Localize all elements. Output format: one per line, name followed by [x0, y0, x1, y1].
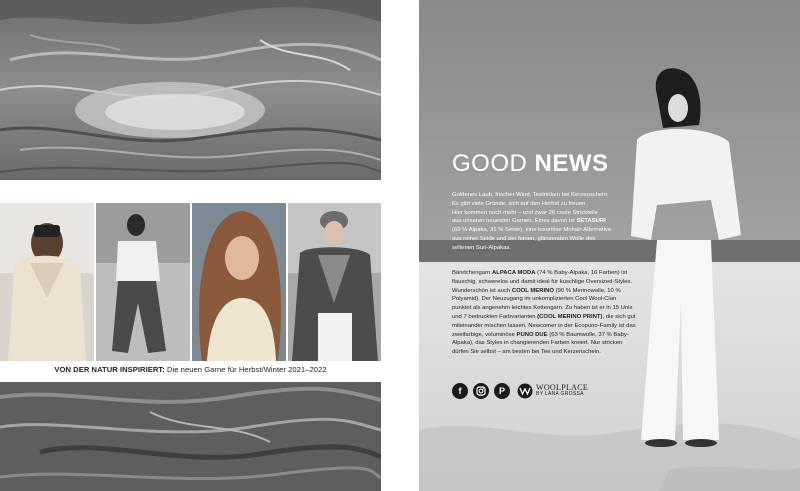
body-text: (74 % Baby-Alpaka, 16 Farben) ist flauschig, schwerelos und damit ideal für kuschlige Oversized-Styles. Wunderschön ist auch: [452, 270, 633, 294]
intro-line: seltenen Suri-Alpakas.: [452, 244, 511, 251]
body-text: , die sich gut miteinander mischen lassen. Newcomer in der Ecopuno-Family ist das zweifarbige, voluminöse: [452, 313, 636, 338]
headline-light: GOOD: [452, 150, 535, 177]
instagram-icon[interactable]: [473, 383, 489, 399]
caption-bold: VON DER NATUR INSPIRIERT:: [54, 365, 165, 374]
left-page: [0, 0, 381, 491]
body-bold: (COOL MERINO PRINT): [537, 313, 603, 320]
sand-texture-photo-top: [0, 0, 381, 180]
headline: [452, 150, 609, 178]
intro-line: (69 % Alpaka, 31 % Seide), eine luxuriöse Mohair-Alternative: [452, 227, 612, 234]
photo-woman-with-camera: [0, 203, 94, 361]
body-text: (90 % Merinowolle, 10 % Polyamid). Der Neuzugang im unkomplizierten Cool Wool-Clan punktet als angenehm leichtes Kettengarn. Zu haben ist er in 15 Unis und 7 bedruckten Farbvarianten: [452, 287, 633, 320]
pinterest-icon[interactable]: P: [494, 383, 510, 399]
woolplace-logo-link[interactable]: [517, 383, 588, 399]
body-text: (63 % Baumwolle, 37 % Baby-Alpaka), das Styles in changierenden Farben kreiert. Nur stricken dürfen Sie selbst – am besten bei Tee und Kerzenschein.: [452, 331, 629, 356]
body-bold: ALPACA MODA: [491, 270, 536, 276]
body-paragraph: [452, 269, 637, 357]
photo-caption: [0, 365, 381, 374]
headline-bold: NEWS: [534, 150, 609, 177]
sand-texture-photo-bottom: [0, 382, 381, 491]
right-page: [419, 0, 800, 491]
body-text: Bändchengarn: [452, 270, 492, 276]
intro-bold: SETASURI: [576, 218, 606, 225]
body-bold: COOL MERINO: [511, 287, 554, 294]
body-bold: PUNO DUE: [516, 331, 548, 338]
woolplace-logo-icon: [517, 383, 533, 399]
photo-woman-curly-hair: [192, 203, 286, 361]
intro-line: Hier kommen noch mehr – und zwar 26 coole Strickteile: [452, 209, 599, 216]
photo-strip: [0, 203, 381, 361]
caption-rest: Die neuen Garne für Herbst/Winter 2021–2022: [164, 365, 327, 374]
facebook-icon[interactable]: f: [452, 383, 468, 399]
photo-woman-knit-vest: [288, 203, 381, 361]
intro-line: aus unseren neuesten Garnen. Eines davon ist: [452, 218, 577, 225]
brand-sub: BY LANA GROSSA: [536, 391, 584, 397]
intro-line: Goldenes Laub, frischer Wind, Teetrinken bei Kerzenschein:: [452, 192, 609, 198]
photo-woman-white-top: [96, 203, 190, 361]
social-links: [452, 381, 588, 401]
intro-paragraph: [452, 191, 632, 253]
intro-line: Es gibt viele Gründe, sich auf den Herbst zu freuen.: [452, 200, 587, 207]
brand-name: WOOLPLACE: [536, 383, 589, 392]
intro-line: aus reiner Seide und der feinen, glänzenden Wolle des: [452, 235, 596, 242]
